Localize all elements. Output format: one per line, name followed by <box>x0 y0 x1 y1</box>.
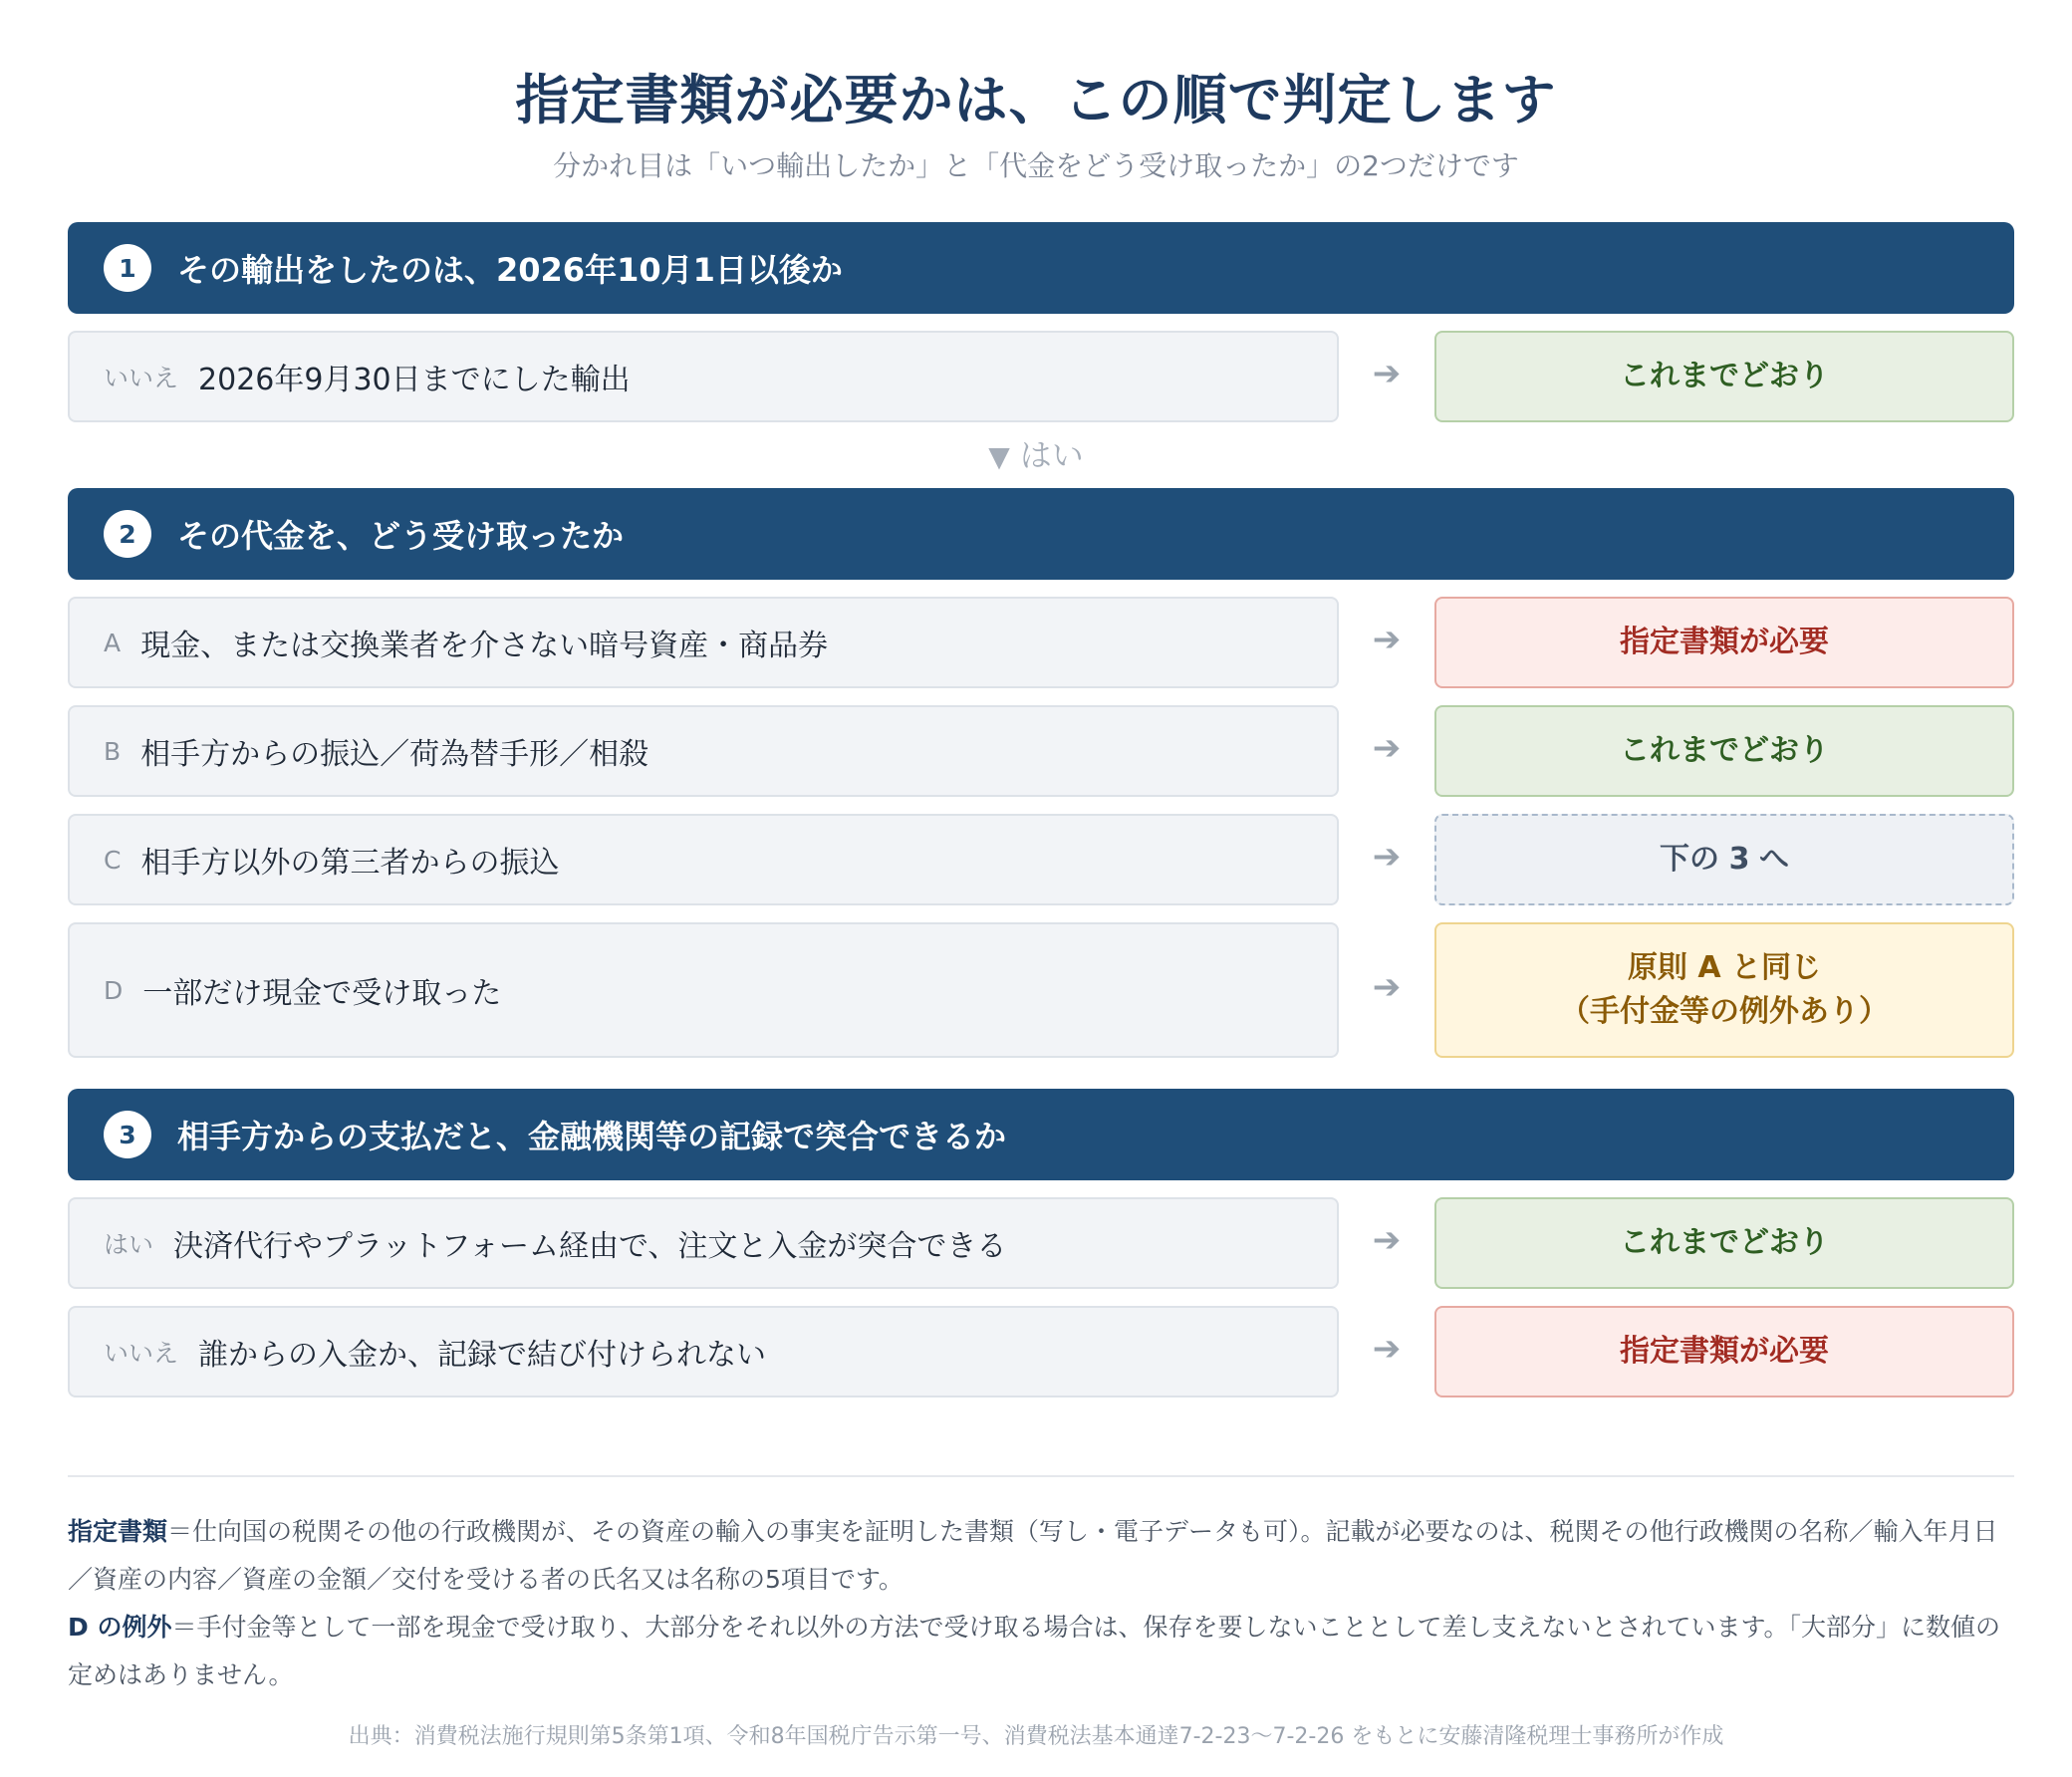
result-box <box>1434 597 2014 688</box>
result-text-prefix: 下の <box>1660 842 1720 877</box>
note-text: ＝手付金等として一部を現金で受け取り、大部分をそれ以外の方法で受け取る場合は、保存を要しないこととして差し支えないとされています。「大部分」に数値の定めはありません。 <box>68 1613 2000 1689</box>
condition-label: いいえ <box>104 1339 179 1368</box>
note-text: ＝仕向国の税関その他の行政機関が、その資産の輸入の事実を証明した書類（写し・電子データも可）。記載が必要なのは、税関その他行政機関の名称／輸入年月日／資産の内容／資産の金額／交付を受ける者の氏名又は名称の5項目です。 <box>68 1517 1998 1594</box>
result-box <box>1434 705 2014 797</box>
divider <box>68 1475 2014 1477</box>
condition-box <box>68 331 1339 422</box>
result-text-line1: 原則 A と同じ <box>1627 950 1822 985</box>
condition-label: B <box>104 736 122 766</box>
condition-label: A <box>104 628 122 657</box>
arrow-right-icon: ➔ <box>1372 837 1402 877</box>
condition-box <box>68 705 1339 797</box>
note-term: 指定書類 <box>68 1517 168 1546</box>
step-question: その輸出をしたのは、2026年10月1日以後か <box>177 251 843 289</box>
page-title: 指定書類が必要かは、この順で判定します <box>515 69 1557 131</box>
condition-text: 2026年9月30日までにした輸出 <box>198 363 631 397</box>
yes-connector <box>0 430 2072 478</box>
arrow-right-icon: ➔ <box>1372 967 1402 1007</box>
arrow-right-icon: ➔ <box>1372 1329 1402 1369</box>
note-exception <box>68 1604 2020 1699</box>
note-term: D の例外 <box>68 1613 172 1642</box>
condition-text: 相手方以外の第三者からの振込 <box>140 846 560 881</box>
result-box <box>1434 1306 2014 1397</box>
result-text: 指定書類が必要 <box>1620 625 1829 659</box>
step-question: その代金を、どう受け取ったか <box>177 517 625 555</box>
arrow-right-icon: ➔ <box>1372 620 1402 659</box>
result-box <box>1434 814 2014 905</box>
result-text: 指定書類が必要 <box>1620 1334 1829 1369</box>
condition-box <box>68 1197 1339 1289</box>
page-subtitle: 分かれ目は「いつ輸出したか」と「代金をどう受け取ったか」の2つだけです <box>553 149 1519 182</box>
condition-label: C <box>104 845 122 875</box>
note-definition <box>68 1508 2020 1604</box>
result-text: これまでどおり <box>1620 733 1829 768</box>
source-citation: 出典：消費税法施行規則第5条第1項、令和8年国税庁告示第一号、消費税法基本通達7-2-23〜7-2-26 をもとに安藤清隆税理士事務所が作成 <box>348 1724 1724 1749</box>
condition-text: 誰からの入金か、記録で結び付けられない <box>198 1338 767 1373</box>
result-text: これまでどおり <box>1620 359 1829 393</box>
condition-box <box>68 1306 1339 1397</box>
result-text-suffix: へ <box>1758 842 1789 877</box>
arrow-right-icon: ➔ <box>1372 728 1402 768</box>
arrow-right-icon: ➔ <box>1372 1220 1402 1260</box>
result-step-number: 3 <box>1728 842 1750 877</box>
condition-text: 現金、または交換業者を介さない暗号資産・商品券 <box>140 629 829 663</box>
condition-text: 一部だけ現金で受け取った <box>142 976 502 1011</box>
condition-label: D <box>104 975 124 1005</box>
step-1-header <box>68 222 2014 314</box>
yes-label: はい <box>1019 436 1084 474</box>
result-text: これまでどおり <box>1620 1225 1829 1260</box>
result-box <box>1434 1197 2014 1289</box>
step-3-header <box>68 1089 2014 1180</box>
step-number-badge: 3 <box>104 1111 151 1158</box>
result-box <box>1434 922 2014 1058</box>
arrow-right-icon: ➔ <box>1372 354 1402 393</box>
condition-text: 相手方からの振込／荷為替手形／相殺 <box>140 737 649 772</box>
step-number-badge: 2 <box>104 510 151 558</box>
step-question: 相手方からの支払だと、金融機関等の記録で突合できるか <box>177 1118 1007 1155</box>
condition-text: 決済代行やプラットフォーム経由で、注文と入金が突合できる <box>173 1229 1007 1264</box>
down-triangle-icon: ▼ <box>988 440 1010 473</box>
result-box <box>1434 331 2014 422</box>
result-text-line2: （手付金等の例外あり） <box>1560 994 1889 1029</box>
condition-label: いいえ <box>104 364 179 392</box>
condition-label: はい <box>104 1230 154 1259</box>
step-number-badge: 1 <box>104 244 151 292</box>
step-2-header <box>68 488 2014 580</box>
condition-box <box>68 814 1339 905</box>
condition-box <box>68 597 1339 688</box>
condition-box <box>68 922 1339 1058</box>
